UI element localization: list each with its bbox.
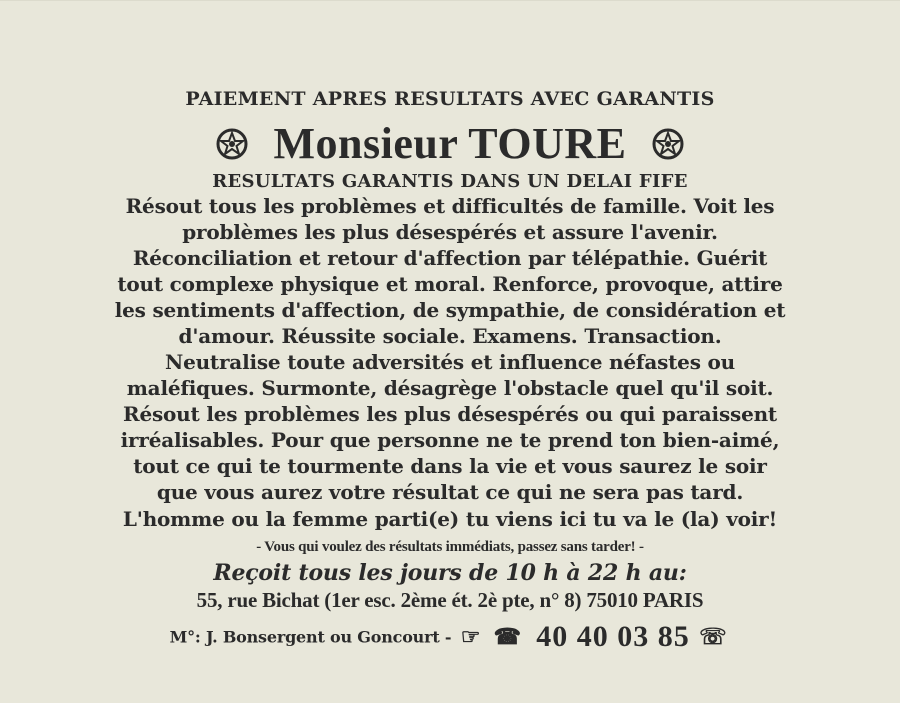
star-icon: [651, 127, 685, 161]
body-line: les sentiments d'affection, de sympathie, de considération et: [114, 298, 786, 322]
body-line: Neutralise toute adversités et influence néfastes ou: [164, 350, 736, 374]
urgency-note: - Vous qui voulez des résultats immédiats, passez sans tarder! -: [256, 539, 644, 555]
address-text: 55, rue Bichat (1er esc. 2ème ét. 2è pte, n° 8) 75010 PARIS: [196, 588, 704, 612]
schedule-text: Reçoit tous les jours de 10 h à 22 h au:: [213, 560, 687, 586]
star-icon: [215, 127, 249, 161]
body-line: L'homme ou la femme parti(e) tu viens ici tu va le (la) voir!: [122, 507, 778, 531]
body-line: problèmes les plus désespérés et assure l'avenir.: [182, 220, 718, 244]
phone-number: 40 40 03 85: [536, 620, 690, 653]
pointing-hand-icon: ☞: [460, 624, 481, 650]
body-line: Résout tous les problèmes et difficultés de famille. Voit les: [125, 194, 775, 218]
title-row: [0, 118, 900, 169]
body-line: d'amour. Réussite sociale. Examens. Transaction.: [178, 324, 722, 348]
body-line: irréalisables. Pour que personne ne te prend ton bien-aimé,: [120, 428, 780, 452]
metro-text: M°: J. Bonsergent ou Goncourt -: [169, 627, 452, 647]
guarantee-header: PAIEMENT APRES RESULTATS AVEC GARANTIS: [185, 88, 715, 110]
body-line: tout ce qui te tourmente dans la vie et vous saurez le soir: [133, 454, 767, 478]
metro-phone-row: [0, 620, 900, 654]
body-line: tout complexe physique et moral. Renforce, provoque, attire: [117, 272, 783, 296]
body-line: Réconciliation et retour d'affection par télépathie. Guérit: [132, 246, 768, 270]
body-line: Résout les problèmes les plus désespérés ou qui paraissent: [123, 402, 777, 426]
body-line: que vous aurez votre résultat ce qui ne sera pas tard.: [156, 480, 744, 504]
phone-card-icon: ☏: [699, 624, 727, 650]
body-line: maléfiques. Surmonte, désagrège l'obstacle quel qu'il soit.: [126, 376, 774, 400]
results-subheader: RESULTATS GARANTIS DANS UN DELAI FIFE: [212, 171, 688, 192]
telephone-icon: ☎: [493, 624, 521, 650]
page-title: Monsieur TOURE: [273, 119, 627, 168]
